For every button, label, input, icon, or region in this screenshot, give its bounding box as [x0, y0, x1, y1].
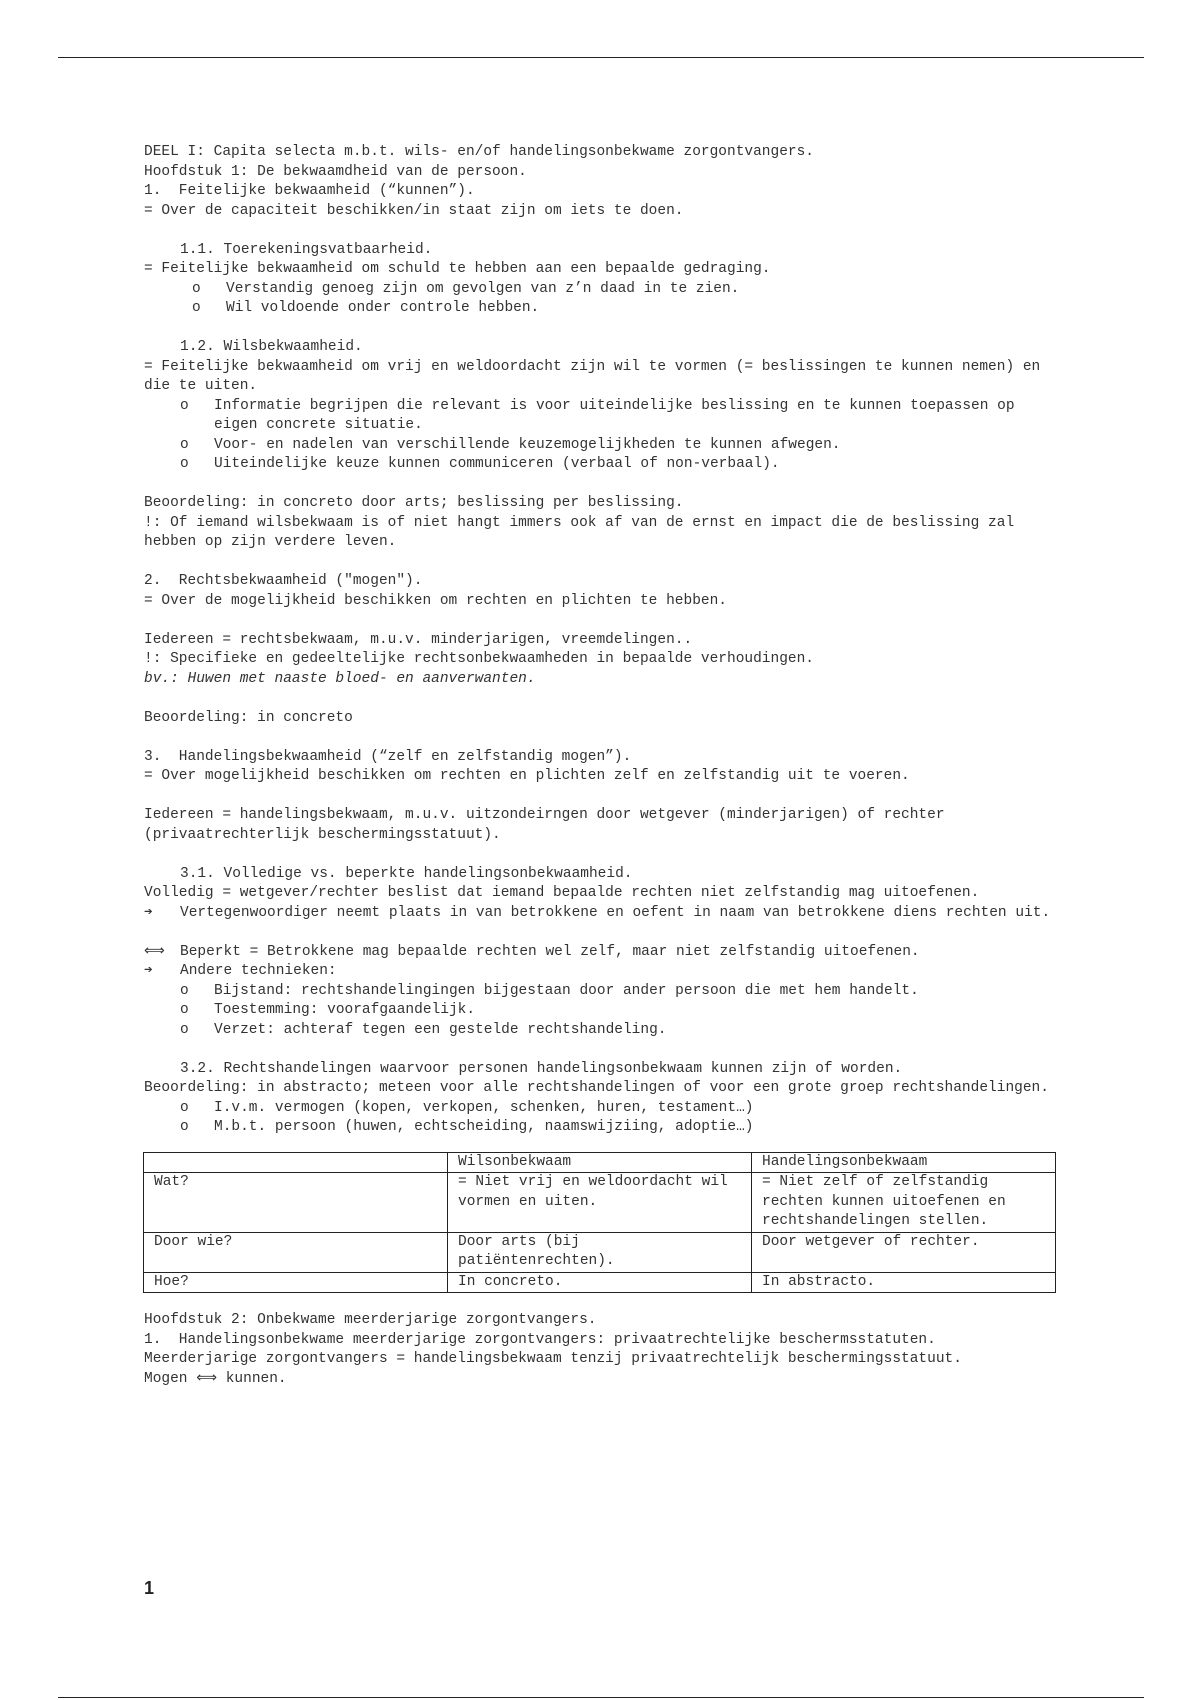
list-item: o I.v.m. vermogen (kopen, verkopen, schenken, huren, testament…): [180, 1099, 754, 1116]
note-line: !: Specifieke en gedeeltelijke rechtsonbekwaamheden in bepaalde verhoudingen.: [144, 651, 815, 667]
text-line: Mogen ⟺ kunnen.: [144, 1370, 287, 1387]
list-item: o M.b.t. persoon (huwen, echtscheiding, naamswijziing, adoptie…): [180, 1119, 754, 1135]
table-cell: Wat?: [144, 1173, 448, 1233]
arrow-icon: ➔: [144, 904, 153, 921]
section-title: 3. Handelingsbekwaamheid (“zelf en zelfstandig mogen”).: [144, 748, 632, 765]
part-title: DEEL I: Capita selecta m.b.t. wils- en/of handelingsonbekwame zorgontvangers.: [144, 144, 815, 160]
list-item: o Verstandig genoeg zijn om gevolgen van z’n daad in te zien.: [192, 280, 740, 297]
assessment-line: Beoordeling: in abstracto; meteen voor alle rechtshandelingen of voor een grote groep rechtshandelingen.: [144, 1080, 1049, 1096]
list-item: o Bijstand: rechtshandelingingen bijgestaan door ander persoon die met hem handelt.: [180, 982, 919, 999]
table-cell: = Niet zelf of zelfstandig rechten kunnen uitoefenen en rechtshandelingen stellen.: [752, 1173, 1056, 1233]
list-item: o Wil voldoende onder controle hebben.: [192, 300, 540, 316]
note-line: !: Of iemand wilsbekwaam is of niet hangt immers ook af van de ernst en impact die de beslissing zal hebben op zijn verdere leven.: [144, 514, 1023, 550]
table-cell: In concreto.: [448, 1272, 752, 1293]
table-cell: Hoe?: [144, 1272, 448, 1293]
arrow-item: ➔ Vertegenwoordiger neemt plaats in van betrokkene en oefent in naam van betrokkene diens rechten uit.: [144, 904, 1064, 924]
assessment-line: Beoordeling: in concreto door arts; beslissing per beslissing.: [144, 495, 684, 511]
table-cell: Door wetgever of rechter.: [752, 1232, 1056, 1272]
list-item: o Verzet: achteraf tegen een gestelde rechtshandeling.: [180, 1021, 667, 1038]
numbered-item: 1. Handelingsonbekwame meerderjarige zorgontvangers: privaatrechtelijke beschermsstatuten.: [144, 1331, 936, 1348]
text-line: Meerderjarige zorgontvangers = handelingsbekwaam tenzij privaatrechtelijk beschermingsstatuut.: [144, 1351, 962, 1367]
table-row: [144, 1232, 1056, 1272]
chapter-title: Hoofdstuk 2: Onbekwame meerderjarige zorgontvangers.: [144, 1312, 597, 1328]
text-line: Iedereen = handelingsbekwaam, m.u.v. uitzondeirngen door wetgever (minderjarigen) of rechter (privaatrechterlijk beschermingsstatuut).: [144, 807, 954, 843]
table-cell: [144, 1152, 448, 1173]
equivalence-arrow-icon: ⟺: [144, 943, 165, 960]
list-item: o Voor- en nadelen van verschillende keuzemogelijkheden te kunnen afwegen.: [180, 436, 841, 453]
definition: = Feitelijke bekwaamheid om vrij en weldoordacht zijn wil te vormen (= beslissingen te kunnen nemen) en die te uiten.: [144, 358, 1049, 394]
table-cell: Door arts (bij patiëntenrechten).: [448, 1232, 752, 1272]
chapter-title: Hoofdstuk 1: De bekwaamdheid van de persoon.: [144, 163, 527, 180]
equivalence-arrow-icon: ⟺: [196, 1370, 218, 1387]
page-number: 1: [144, 1578, 155, 1598]
definition: = Over mogelijkheid beschikken om rechten en plichten zelf en zelfstandig uit te voeren.: [144, 768, 910, 784]
subsection-title: 3.2. Rechtshandelingen waarvoor personen handelingsonbekwaam kunnen zijn of worden.: [180, 1060, 903, 1077]
table-cell: Door wie?: [144, 1232, 448, 1272]
table-header-cell: Handelingsonbekwaam: [752, 1152, 1056, 1173]
section-title: 1. Feitelijke bekwaamheid (“kunnen”).: [144, 183, 475, 199]
definition: = Over de mogelijkheid beschikken om rechten en plichten te hebben.: [144, 592, 727, 609]
assessment-line: Beoordeling: in concreto: [144, 709, 353, 726]
equivalence-item: ⟺ Beperkt = Betrokkene mag bepaalde rechten wel zelf, maar niet zelfstandig uitoefenen.: [144, 943, 1064, 963]
list-item: o Informatie begrijpen die relevant is voor uiteindelijke beslissing en te kunnen toepassen op eigen concrete situatie.: [180, 397, 1024, 433]
example-line: bv.: Huwen met naaste bloed- en aanverwanten.: [144, 670, 536, 687]
definition: = Feitelijke bekwaamheid om schuld te hebben aan een bepaalde gedraging.: [144, 261, 771, 277]
subsection-title: 3.1. Volledige vs. beperkte handelingsonbekwaamheid.: [180, 865, 633, 882]
section-title: 2. Rechtsbekwaamheid ("mogen").: [144, 573, 423, 589]
subsection-title: 1.2. Wilsbekwaamheid.: [180, 339, 363, 355]
list-item: o Uiteindelijke keuze kunnen communiceren (verbaal of non-verbaal).: [180, 456, 780, 472]
arrow-item: ➔ Andere technieken:: [144, 962, 1064, 982]
list-item: o Toestemming: voorafgaandelijk.: [180, 1002, 476, 1018]
arrow-icon: ➔: [144, 963, 153, 979]
document-page: [144, 143, 1064, 1389]
table-cell: = Niet vrij en weldoordacht wil vormen en uiten.: [448, 1173, 752, 1233]
definition: = Over de capaciteit beschikken/in staat zijn om iets te doen.: [144, 202, 684, 219]
table-cell: In abstracto.: [752, 1272, 1056, 1293]
table-row: [144, 1173, 1056, 1233]
subsection-title: 1.1. Toerekeningsvatbaarheid.: [180, 241, 433, 258]
text-line: Iedereen = rechtsbekwaam, m.u.v. minderjarigen, vreemdelingen..: [144, 631, 693, 648]
table-row: [144, 1272, 1056, 1293]
comparison-table: [143, 1152, 1056, 1294]
table-header-cell: Wilsonbekwaam: [448, 1152, 752, 1173]
text-line: Volledig = wetgever/rechter beslist dat iemand bepaalde rechten niet zelfstandig mag uitoefenen.: [144, 885, 980, 901]
table-header-row: [144, 1152, 1056, 1173]
header-rule: [58, 57, 1144, 58]
footer-rule: [58, 1697, 1144, 1698]
